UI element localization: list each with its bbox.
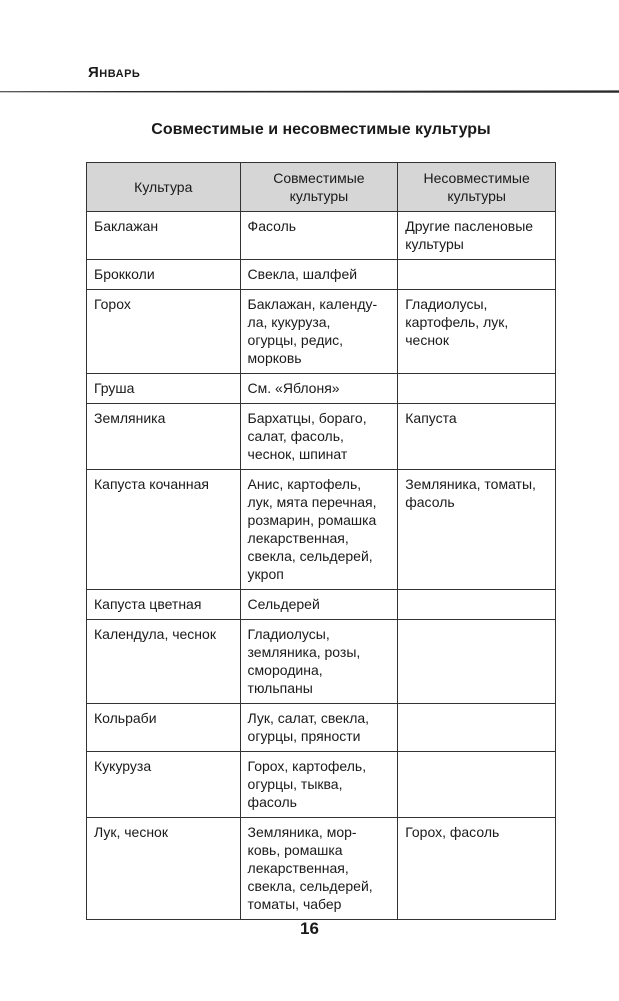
cell-crop: Кольраби <box>87 704 241 752</box>
cell-crop: Лук, чеснок <box>87 818 241 920</box>
cell-incompatible <box>398 620 556 704</box>
table-title: Совместимые и несовместимые культуры <box>151 121 491 138</box>
cell-crop: Календула, чеснок <box>87 620 241 704</box>
cell-incompatible <box>398 590 556 620</box>
cell-incompatible <box>398 260 556 290</box>
table-row <box>87 290 556 374</box>
cell-compatible: Баклажан, календу- ла, кукуруза, огурцы, редис, морковь <box>240 290 398 374</box>
cell-incompatible: Гладиолусы, картофель, лук, чеснок <box>398 290 556 374</box>
table-row <box>87 374 556 404</box>
table-row <box>87 212 556 260</box>
table-row <box>87 590 556 620</box>
cell-compatible: Анис, картофель, лук, мята перечная, розмарин, ромашка лекарственная, свекла, сельдерей, укроп <box>240 470 398 590</box>
header-crop: Культура <box>87 163 241 212</box>
cell-crop: Капуста кочанная <box>87 470 241 590</box>
table-row <box>87 620 556 704</box>
cell-compatible: Свекла, шалфей <box>240 260 398 290</box>
cell-compatible: См. «Яблоня» <box>240 374 398 404</box>
table-row <box>87 404 556 470</box>
header-compatible: Совместимые культуры <box>240 163 398 212</box>
table-row <box>87 752 556 818</box>
header-rule <box>0 89 619 95</box>
cell-crop: Горох <box>87 290 241 374</box>
cell-incompatible: Земляника, томаты, фасоль <box>398 470 556 590</box>
cell-incompatible: Горох, фасоль <box>398 818 556 920</box>
cell-compatible: Бархатцы, бораго, салат, фасоль, чеснок, шпинат <box>240 404 398 470</box>
cell-crop: Кукуруза <box>87 752 241 818</box>
cell-incompatible <box>398 752 556 818</box>
cell-compatible: Гладиолусы, земляника, розы, смородина, тюльпаны <box>240 620 398 704</box>
cell-crop: Груша <box>87 374 241 404</box>
cell-crop: Баклажан <box>87 212 241 260</box>
cell-compatible: Сельдерей <box>240 590 398 620</box>
running-head: Январь <box>88 64 141 81</box>
cell-compatible: Горох, картофель, огурцы, тыква, фасоль <box>240 752 398 818</box>
cell-compatible: Земляника, мор- ковь, ромашка лекарственная, свекла, сельдерей, томаты, чабер <box>240 818 398 920</box>
table-row <box>87 704 556 752</box>
cell-incompatible: Капуста <box>398 404 556 470</box>
table-header-row <box>87 163 556 212</box>
cell-incompatible <box>398 374 556 404</box>
header-incompatible: Несовместимые культуры <box>398 163 556 212</box>
table-row <box>87 470 556 590</box>
cell-crop: Брокколи <box>87 260 241 290</box>
cell-incompatible: Другие пасленовые культуры <box>398 212 556 260</box>
cell-crop: Земляника <box>87 404 241 470</box>
table-row <box>87 818 556 920</box>
compatibility-table <box>86 162 556 920</box>
cell-compatible: Лук, салат, свекла, огурцы, пряности <box>240 704 398 752</box>
table-row <box>87 260 556 290</box>
cell-crop: Капуста цветная <box>87 590 241 620</box>
cell-compatible: Фасоль <box>240 212 398 260</box>
page-number: 16 <box>300 919 319 938</box>
cell-incompatible <box>398 704 556 752</box>
